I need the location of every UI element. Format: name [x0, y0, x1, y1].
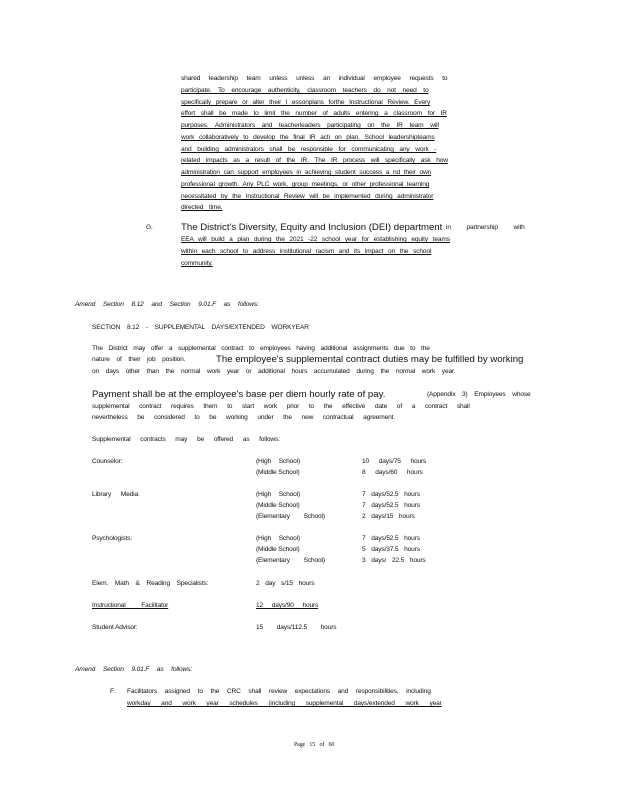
item-label: G. [146, 224, 153, 231]
level-label: (Elementary School) [256, 557, 325, 564]
level-label: 12 days/90 hours [256, 602, 319, 609]
paragraph-line: administration can support employees in achieving student success a nd their own [181, 169, 432, 176]
amend-instruction: Amend Section 9.01.F as follows: [75, 666, 192, 673]
days-value: 7 days/52.5 hours [362, 502, 420, 509]
paragraph-line: nevertheless be considered to be working under the new contractual agreement. [92, 414, 396, 421]
paragraph-line: shared leadership team unless unless an individual employee requests to [181, 75, 448, 82]
role-label: Elem. Math & Reading Specialists: [92, 580, 209, 587]
paragraph-line: work collaboratively to develop the final IR acti on plan. School leadershipteams [181, 134, 435, 141]
item-f-line: Facilitators assigned to the CRC shall review expectations and responsibilities, including [127, 688, 431, 695]
offered-intro: Supplemental contracts may be offered as follows: [92, 436, 280, 443]
paragraph-line: on days other than the normal work year or additional hours accumulated during the normal work year. [92, 368, 456, 375]
item-g-heading-tail: in partnership with [446, 224, 525, 231]
paragraph-line: purposes. Administrators and teacherleaders participating on the IR team will [181, 122, 439, 129]
role-label: Instructional Facilitator [92, 602, 169, 609]
paragraph-line: (Appendix 3) Employees whose [427, 391, 531, 398]
paragraph-line-large: The employee's supplemental contract duties may be fulfilled by working [216, 354, 524, 365]
item-g-line: community. [181, 260, 213, 267]
paragraph-line: participate. To encourage authenticity, classroom teachers do not need to [181, 87, 429, 94]
paragraph-line: necessitated by the Instructional Review will be implemented during administrator [181, 193, 434, 200]
item-g-heading: The District's Diversity, Equity and Inclusion (DEI) department [181, 222, 443, 233]
level-label: (Elementary School) [256, 513, 325, 520]
paragraph-line: The District may offer a supplemental contract to employees having additional assignments due to the [92, 345, 430, 352]
role-label: Student Advisor: [92, 624, 138, 631]
item-g-line: EEA will build a plan during the 2021 -22 school year for establishing equity teams [181, 236, 450, 243]
item-label: F. [110, 688, 115, 695]
level-label: (High School) [256, 458, 300, 465]
item-f-line: workday and work year schedules (including supplemental days/extended work year [127, 700, 442, 707]
paragraph-line-large: Payment shall be at the employee's base per diem hourly rate of pay. [92, 389, 386, 400]
role-label: Counselor: [92, 458, 123, 465]
section-heading: SECTION 8.12 - SUPPLEMENTAL DAYS/EXTENDED WORKYEAR [92, 324, 309, 331]
level-label: 2 day s/15 hours [256, 580, 315, 587]
paragraph-line: supplemental contract requires them to start work prior to the effective date of a contract shall [92, 403, 470, 410]
level-label: 15 days/112.5 hours [256, 624, 337, 631]
amend-instruction: Amend Section 8.12 and Section 9.01.F as follows: [75, 301, 259, 308]
days-value: 7 days/52.5 hours [362, 535, 420, 542]
paragraph-line: directed time. [181, 204, 223, 211]
days-value: 8 days/60 hours [362, 469, 423, 476]
days-value: 2 days/15 hours [362, 513, 415, 520]
paragraph-line: specifically prepare or alter their l essonplans forthe Instructional Review. Every [181, 99, 431, 106]
days-value: 10 days/75 hours [362, 458, 427, 465]
level-label: (Middle School) [256, 502, 300, 509]
item-g-line: within each school to address institutional racism and its impact on the school [181, 248, 432, 255]
level-label: (Middle School) [256, 546, 300, 553]
role-label: Library Media: [92, 491, 140, 498]
days-value: 3 days/ 22.5 hours [362, 557, 426, 564]
paragraph-line: effort shall be made to limit the number of adults entering a classroom for IR [181, 110, 447, 117]
days-value: 7 days/52.5 hours [362, 491, 420, 498]
page-number: Page 15 of 60 [294, 742, 335, 748]
paragraph-line: and building administrators shall be responsible for communicating any work - [181, 146, 437, 153]
level-label: (High School) [256, 535, 300, 542]
paragraph-line: nature of their job position. [92, 356, 186, 363]
role-label: Psychologists: [92, 535, 133, 542]
level-label: (Middle School) [256, 469, 300, 476]
paragraph-line: related impacts as a result of the IR. The IR process will specifically ask how [181, 157, 448, 164]
level-label: (High School) [256, 491, 300, 498]
paragraph-line: professional growth. Any PLC work, group meetings, or other professional learning [181, 181, 430, 188]
days-value: 5 days/37.5 hours [362, 546, 420, 553]
